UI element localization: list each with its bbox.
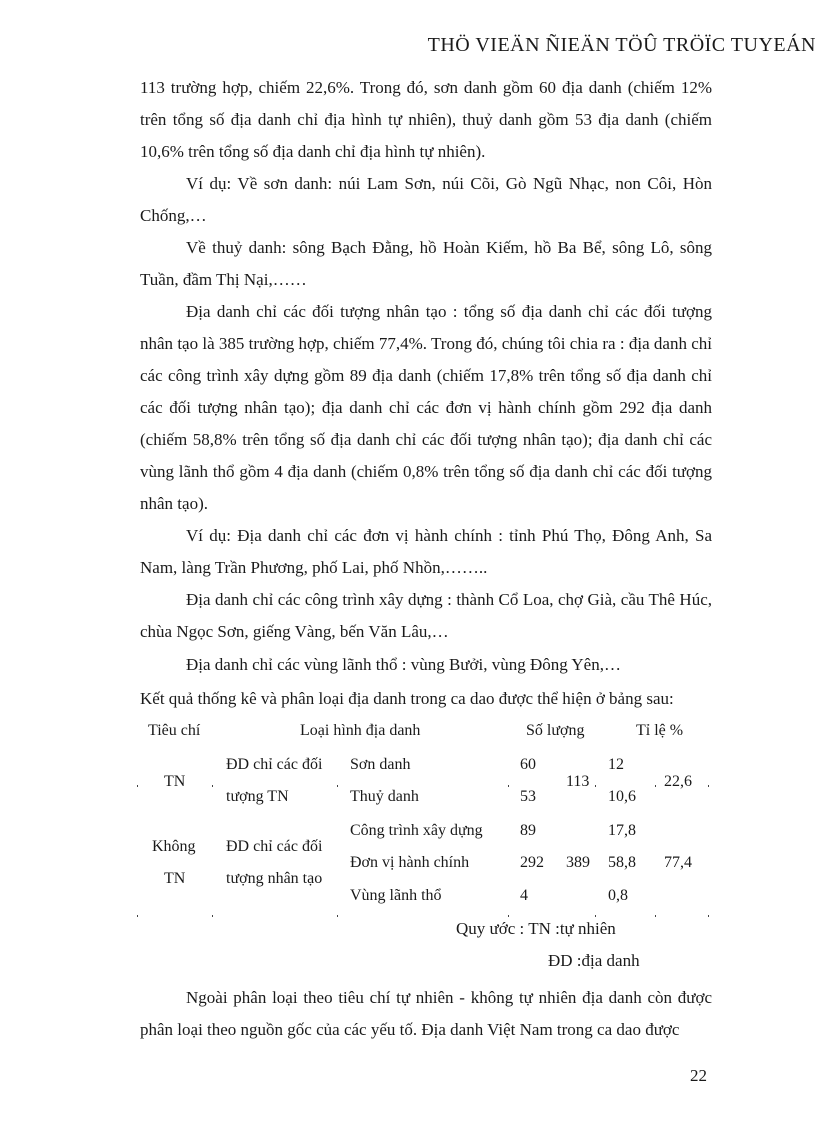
table-border-mark bbox=[655, 785, 656, 787]
page-number: 22 bbox=[690, 1066, 707, 1085]
table-row-count: 60 bbox=[520, 756, 536, 773]
table-ktn-total-count: 389 bbox=[566, 854, 590, 871]
table-tn-criteria: TN bbox=[164, 773, 186, 790]
table-row-count: 4 bbox=[520, 887, 528, 904]
table-border-mark bbox=[595, 915, 596, 917]
table-border-mark bbox=[508, 785, 509, 787]
table-row-label: Sơn danh bbox=[350, 756, 411, 773]
table-header-count: Số lượng bbox=[526, 722, 585, 739]
paragraph-6: Địa danh chỉ các công trình xây dựng : thành Cổ Loa, chợ Già, cầu Thê Húc, chùa Ngọc Sơn, giếng Vàng, bến Văn Lâu,… bbox=[140, 590, 712, 641]
table-border-mark bbox=[508, 915, 509, 917]
table-tn-group: ĐD chỉ các đối bbox=[226, 756, 323, 773]
table-row-count: 53 bbox=[520, 788, 536, 805]
table-ktn-criteria: TN bbox=[164, 870, 186, 887]
table-border-mark bbox=[137, 785, 138, 787]
table-border-mark bbox=[212, 785, 213, 787]
table-ktn-criteria: Không bbox=[152, 838, 196, 855]
table-row-label: Vùng lãnh thổ bbox=[350, 887, 442, 904]
table-row-label: Công trình xây dựng bbox=[350, 822, 483, 839]
paragraph-2: Ví dụ: Về sơn danh: núi Lam Sơn, núi Cõi, Gò Ngũ Nhạc, non Côi, Hòn Chống,… bbox=[140, 174, 712, 225]
paragraph-7: Địa danh chỉ các vùng lãnh thổ : vùng Bưởi, vùng Đông Yên,… bbox=[186, 655, 621, 674]
table-ktn-group: tượng nhân tạo bbox=[226, 870, 323, 887]
table-border-mark bbox=[655, 915, 656, 917]
table-row-ratio: 17,8 bbox=[608, 822, 636, 839]
table-ktn-group: ĐD chỉ các đối bbox=[226, 838, 323, 855]
table-border-mark bbox=[137, 915, 138, 917]
paragraph-9: Ngoài phân loại theo tiêu chí tự nhiên - không tự nhiên địa danh còn được phân loại theo nguồn gốc của các yếu tố. Địa danh Việt Nam trong ca dao được bbox=[140, 988, 712, 1039]
table-row-ratio: 10,6 bbox=[608, 788, 636, 805]
table-ktn-total-ratio: 77,4 bbox=[664, 854, 692, 871]
page-header-title: THÖ VIEÄN ÑIEÄN TÖÛ TRÖÏC TUYEÁN bbox=[427, 34, 816, 56]
table-row-ratio: 58,8 bbox=[608, 854, 636, 871]
table-tn-total-count: 113 bbox=[566, 773, 590, 790]
table-row-label: Thuỷ danh bbox=[350, 788, 419, 805]
table-header-criteria: Tiêu chí bbox=[148, 722, 201, 739]
table-border-mark bbox=[708, 785, 709, 787]
table-border-mark bbox=[212, 915, 213, 917]
table-row-ratio: 0,8 bbox=[608, 887, 628, 904]
paragraph-4: Địa danh chỉ các đối tượng nhân tạo : tổng số địa danh chỉ các đối tượng nhân tạo là 385 trường hợp, chiếm 77,4%. Trong đó, chúng tôi chia ra : địa danh chỉ các công trình xây dựng gồm 89 địa danh (chiếm 17,8% trên tổng số địa danh chỉ các đối tượng nhân tạo); địa danh chỉ các đơn vị hành chính gồm 292 địa danh (chiếm 58,8% trên tổng số địa danh chỉ các đối tượng nhân tạo); địa danh chỉ các vùng lãnh thổ gồm 4 địa danh (chiếm 0,8% trên tổng số địa danh chỉ các đối tượng nhân tạo). bbox=[140, 302, 712, 513]
convention-line-1: Quy ước : TN :tự nhiên bbox=[456, 919, 616, 938]
paragraph-3: Về thuỷ danh: sông Bạch Đằng, hồ Hoàn Kiếm, hồ Ba Bể, sông Lô, sông Tuần, đầm Thị Nại,…… bbox=[140, 238, 712, 289]
table-row-count: 89 bbox=[520, 822, 536, 839]
table-header-type: Loại hình địa danh bbox=[300, 722, 421, 739]
table-tn-group: tượng TN bbox=[226, 788, 289, 805]
table-row-label: Đơn vị hành chính bbox=[350, 854, 470, 871]
table-tn-total-ratio: 22,6 bbox=[664, 773, 692, 790]
paragraph-5: Ví dụ: Địa danh chỉ các đơn vị hành chính : tỉnh Phú Thọ, Đông Anh, Sa Nam, làng Trần Phương, phố Lai, phố Nhồn,…….. bbox=[140, 526, 712, 577]
table-border-mark bbox=[708, 915, 709, 917]
table-row-ratio: 12 bbox=[608, 756, 624, 773]
table-border-mark bbox=[595, 785, 596, 787]
table-header-ratio: Tỉ lệ % bbox=[636, 722, 684, 739]
convention-line-2: ĐD :địa danh bbox=[548, 951, 640, 970]
paragraph-8: Kết quả thống kê và phân loại địa danh trong ca dao được thể hiện ở bảng sau: bbox=[140, 689, 674, 708]
table-border-mark bbox=[337, 915, 338, 917]
table-border-mark bbox=[337, 785, 338, 787]
paragraph-1: 113 trường hợp, chiếm 22,6%. Trong đó, sơn danh gồm 60 địa danh (chiếm 12% trên tổng số địa danh chỉ địa hình tự nhiên), thuỷ danh gồm 53 địa danh (chiếm 10,6% trên tổng số địa danh chỉ địa hình tự nhiên). bbox=[140, 78, 712, 161]
table-row-count: 292 bbox=[520, 854, 544, 871]
